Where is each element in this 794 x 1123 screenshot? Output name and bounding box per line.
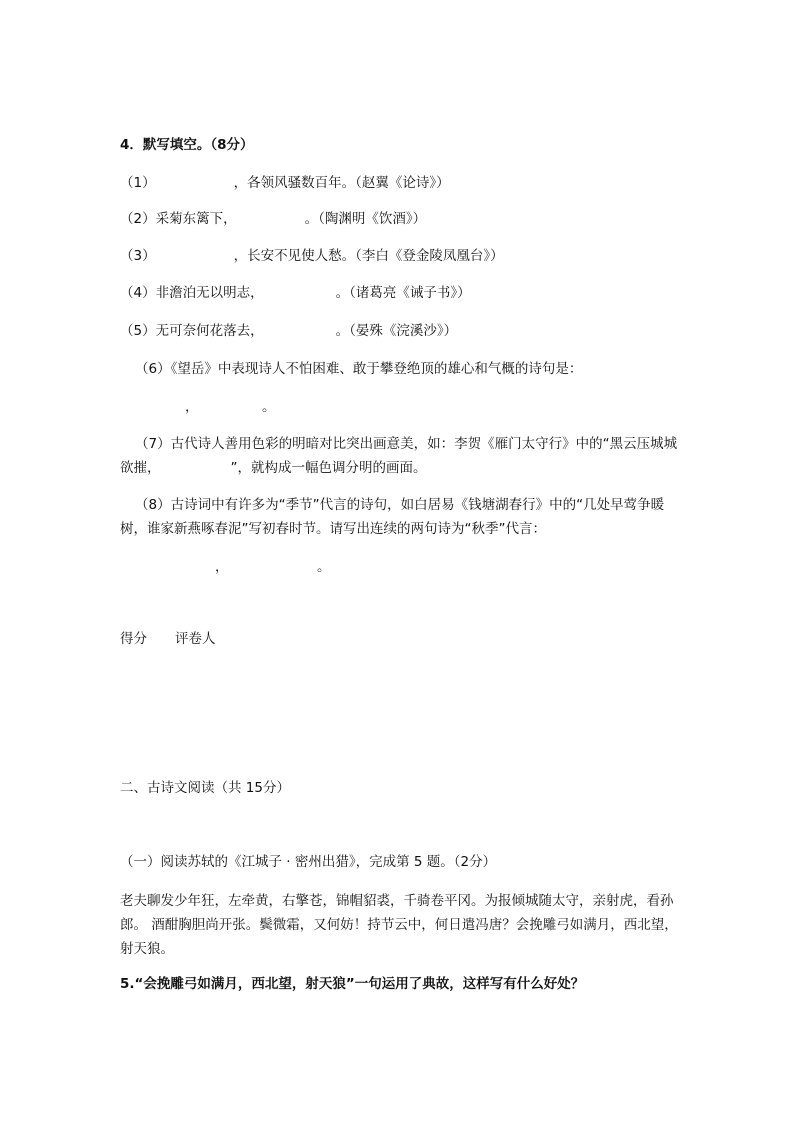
fill-item-3 <box>120 250 504 264</box>
question-4-title: 4．默写填空。（8分） <box>120 137 254 153</box>
item-number: （3） <box>120 248 156 264</box>
fill-item-2 <box>120 213 426 227</box>
item-text-before: 无可奈何花落去， <box>155 323 264 339</box>
item-text-after: 。（陶渊明《饮酒》） <box>304 211 427 227</box>
item-7-text: （7）古代诗人善用色彩的明暗对比突出画意美，如：李贺《雁门太守行》中的“黑云压城城欲摧， <box>120 436 678 476</box>
item-text-after: ，各领风骚数百年。（赵翼《论诗》） <box>233 175 450 191</box>
fill-item-4 <box>120 287 471 301</box>
grader-label: 评卷人 <box>175 631 216 647</box>
section-2-title: 二、古诗文阅读（共 15分） <box>120 780 290 796</box>
fill-item-5 <box>120 325 457 339</box>
fill-item-8-prompt: （8）古诗词中有许多为“季节”代言的诗句，如白居易《钱塘湖春行》中的“几处早莺争暖树，谁家新燕啄春泥”写初春时节。请写出连续的两句诗为“秋季”代言： <box>120 497 665 537</box>
fill-item-6-period: 。 <box>262 399 276 415</box>
item-text-before: 采菊东篱下， <box>155 211 237 227</box>
subsection-1-title: （一）阅读苏轼的《江城子 · 密州出猎》，完成第 5 题。（2分） <box>120 854 497 870</box>
fill-item-1 <box>120 177 450 191</box>
score-label: 得分 <box>120 631 147 647</box>
item-text-after: 。（诸葛亮《诫子书》） <box>335 285 471 301</box>
item-number: （2） <box>120 211 156 227</box>
item-number: （5） <box>120 323 156 339</box>
item-number: （1） <box>120 175 156 191</box>
item-text-after: 。（晏殊《浣溪沙》） <box>335 323 458 339</box>
poem-passage: 老夫聊发少年狂，左牵黄，右擎苍，锦帽貂裘，千骑卷平冈。为报倾城随太守，亲射虎，看孙郎。 酒酣胸胆尚开张。鬓微霜，又何妨！持节云中，何日遣冯唐？会挽雕弓如满月，西北望，射天狼。 <box>120 893 678 957</box>
fill-item-6-comma: ， <box>185 399 199 415</box>
item-text-before: 非澹泊无以明志， <box>155 285 264 301</box>
question-5: 5.“会挽雕弓如满月，西北望，射天狼”一句运用了典故，这样写有什么好处？ <box>120 976 585 992</box>
item-7-text-after: ”，就构成一幅色调分明的画面。 <box>230 460 427 476</box>
fill-item-7 <box>120 432 680 480</box>
fill-item-8-period: 。 <box>317 559 331 575</box>
fill-item-8-comma: ， <box>215 559 229 575</box>
item-text-after: ，长安不见使人愁。（李白《登金陵凤凰台》） <box>233 248 504 264</box>
item-number: （4） <box>120 285 156 301</box>
fill-item-6-prompt: （6）《望岳》中表现诗人不怕困难、敢于攀登绝顶的雄心和气概的诗句是： <box>135 361 583 377</box>
